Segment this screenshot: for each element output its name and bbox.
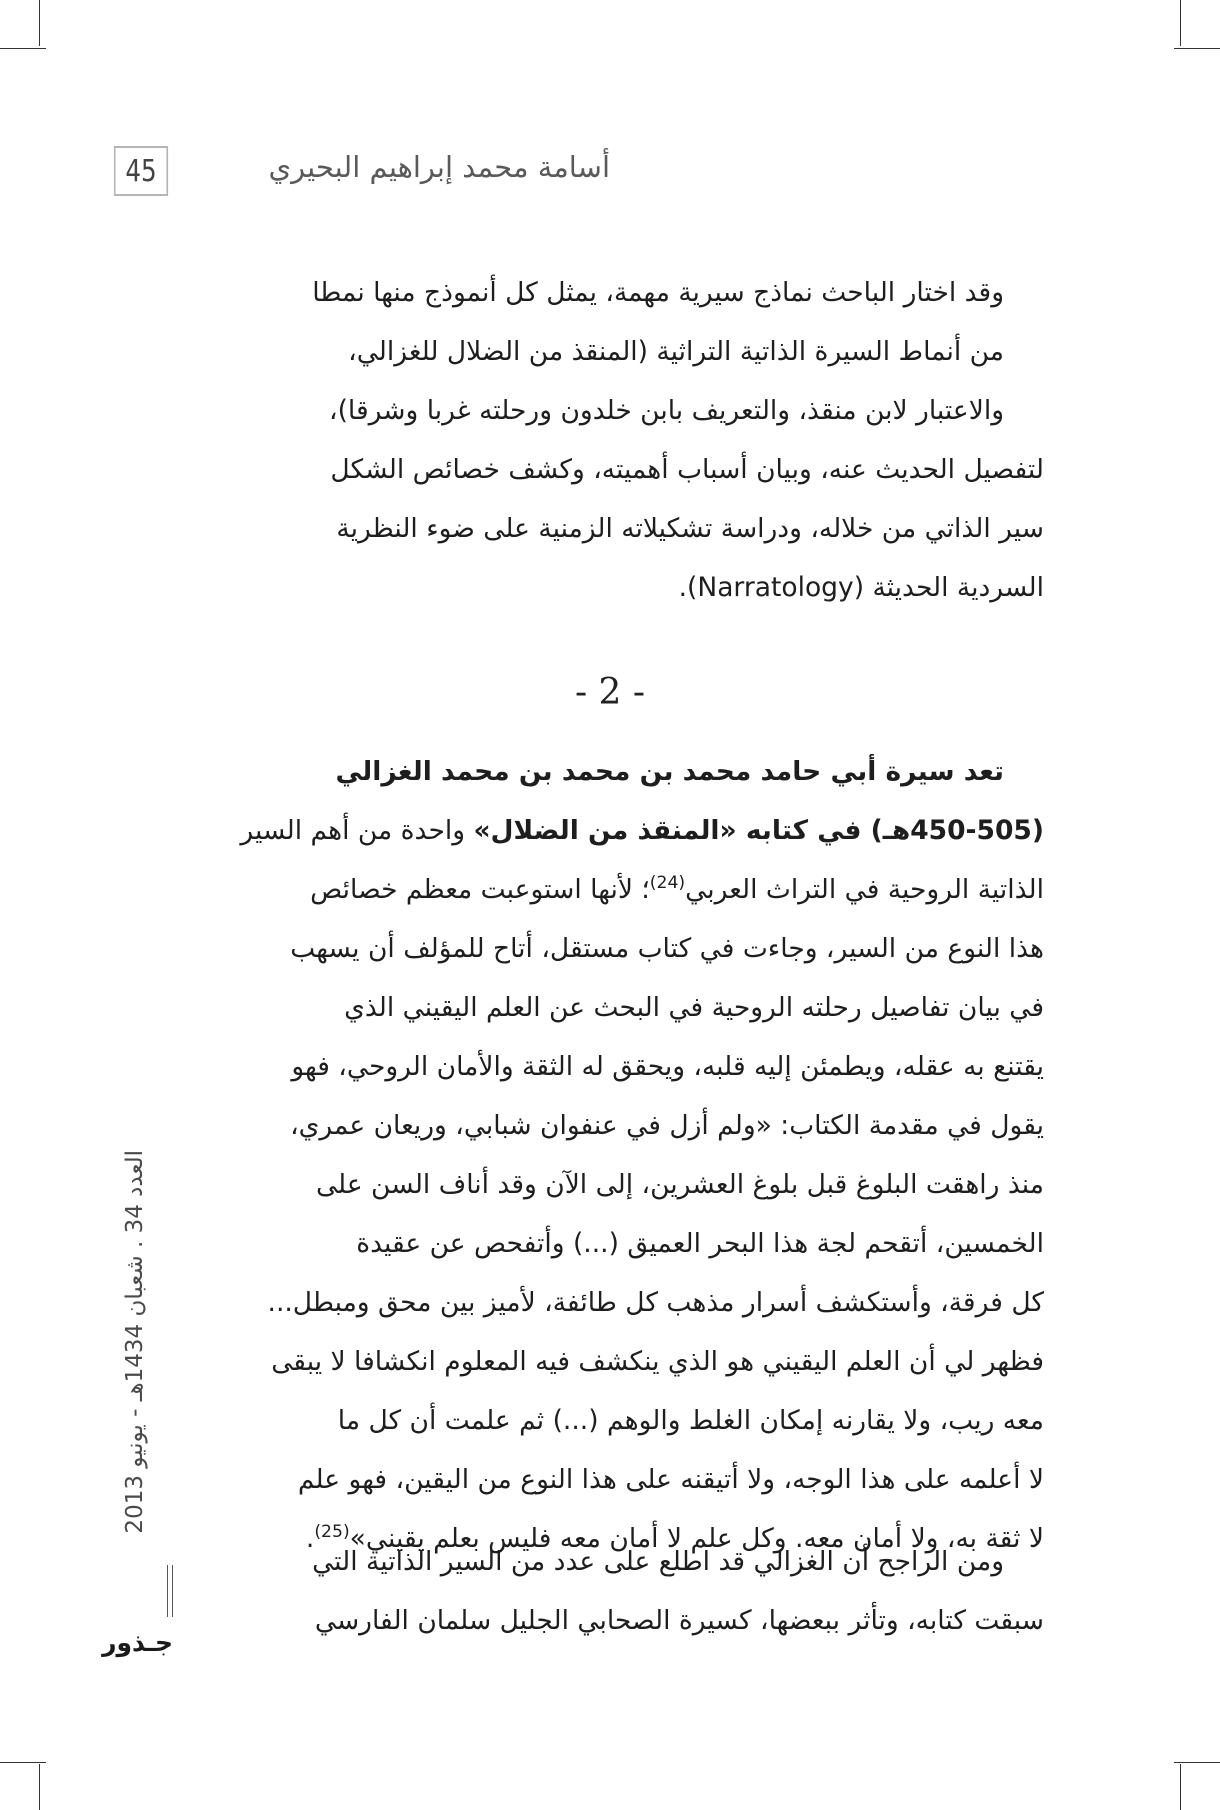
paragraph-line: من أنماط السيرة الذاتية التراثية (المنقذ من الضلال للغزالي، bbox=[348, 336, 1004, 367]
paragraph-line bbox=[204, 860, 1044, 919]
paragraph-line: الخمسين، أتقحم لجة هذا البحر العميق (...) وأتفحص عن عقيدة bbox=[356, 1228, 1044, 1259]
text-span: الذاتية الروحية في التراث العربي bbox=[685, 874, 1044, 905]
paragraph-line: كل فرقة، وأستكشف أسرار مذهب كل طائفة، لأميز بين محق ومبطل... bbox=[267, 1287, 1044, 1318]
crop-mark bbox=[0, 48, 46, 49]
paragraph-line: يقول في مقدمة الكتاب: «ولم أزل في عنفوان شبابي، وريعان عمري، bbox=[290, 1110, 1044, 1141]
crop-mark bbox=[1174, 1762, 1220, 1763]
paragraph-line: والاعتبار لابن منقذ، والتعريف بابن خلدون ورحلته غربا وشرقا)، bbox=[329, 395, 1004, 426]
paragraph-line bbox=[204, 801, 1044, 860]
crop-mark bbox=[1180, 0, 1181, 46]
paragraph-ghazali bbox=[204, 742, 1044, 1568]
text-span: لا ثقة به، ولا أمان معه. وكل علم لا أمان معه فليس بعلم يقيني» bbox=[349, 1523, 1044, 1554]
text-span: ؛ لأنها استوعبت معظم خصائص bbox=[310, 874, 650, 905]
crop-mark bbox=[1180, 1764, 1181, 1810]
paragraph-line: يقتنع به عقله، ويطمئن إليه قلبه، ويحقق له الثقة والأمان الروحي، فهو bbox=[291, 1051, 1044, 1082]
paragraph-line: معه ريب، ولا يقارنه إمكان الغلط والوهم (...) ثم علمت أن كل ما bbox=[337, 1405, 1044, 1436]
book-title-bold: (450-505هـ) في كتابه «المنقذ من الضلال» bbox=[473, 815, 1044, 846]
paragraph-line: ومن الراجح أن الغزالي قد اطلع على عدد من السير الذاتية التي bbox=[312, 1546, 1004, 1577]
paragraph-line: هذا النوع من السير، وجاءت في كتاب مستقل، أتاح للمؤلف أن يسهب bbox=[290, 933, 1044, 964]
text-span: واحدة من أهم السير bbox=[240, 815, 474, 846]
crop-mark bbox=[1174, 48, 1220, 49]
crop-mark bbox=[0, 1762, 46, 1763]
paragraph-line: سبقت كتابه، وتأثر ببعضها، كسيرة الصحابي الجليل سلمان الفارسي bbox=[314, 1605, 1044, 1636]
paragraph-line: في بيان تفاصيل رحلته الروحية في البحث عن العلم اليقيني الذي bbox=[344, 992, 1044, 1023]
crop-mark bbox=[39, 1764, 40, 1810]
crop-mark bbox=[39, 0, 40, 46]
paragraph-line: منذ راهقت البلوغ قبل بلوغ العشرين، إلى الآن وقد أناف السن على bbox=[315, 1169, 1044, 1200]
issue-info-vertical: العدد 34 . شعبان 1434هـ - يونيو 2013 bbox=[122, 1150, 148, 1534]
paragraph-intro bbox=[204, 263, 1044, 617]
footnote-ref[interactable]: (25) bbox=[314, 1522, 350, 1543]
page-number: 45 bbox=[114, 146, 168, 196]
paragraph-line: سير الذاتي من خلاله، ودراسة تشكيلاته الزمنية على ضوء النظرية bbox=[336, 513, 1044, 544]
paragraph-line-bold: تعد سيرة أبي حامد محمد بن محمد بن محمد الغزالي bbox=[335, 756, 1004, 787]
section-number: - 2 - bbox=[574, 672, 646, 713]
footnote-ref[interactable]: (24) bbox=[649, 873, 686, 894]
text-span: . bbox=[305, 1523, 315, 1554]
journal-logo: جـذور bbox=[102, 1628, 173, 1657]
running-head-author: أسامة محمد إبراهيم البحيري bbox=[268, 150, 610, 184]
paragraph-line: لتفصيل الحديث عنه، وبيان أسباب أهميته، وكشف خصائص الشكل bbox=[330, 454, 1044, 485]
paragraph-line: لا أعلمه على هذا الوجه، ولا أتيقنه على هذا النوع من اليقين، فهو علم bbox=[297, 1464, 1044, 1495]
paragraph-line: فظهر لي أن العلم اليقيني هو الذي ينكشف فيه المعلوم انكشافا لا يبقى bbox=[271, 1346, 1044, 1377]
paragraph-influences bbox=[204, 1532, 1044, 1650]
sidebar-divider bbox=[167, 1565, 173, 1617]
paragraph-line: السردية الحديثة (Narratology). bbox=[678, 572, 1044, 603]
paragraph-line: وقد اختار الباحث نماذج سيرية مهمة، يمثل كل أنموذج منها نمطا bbox=[312, 277, 1004, 308]
